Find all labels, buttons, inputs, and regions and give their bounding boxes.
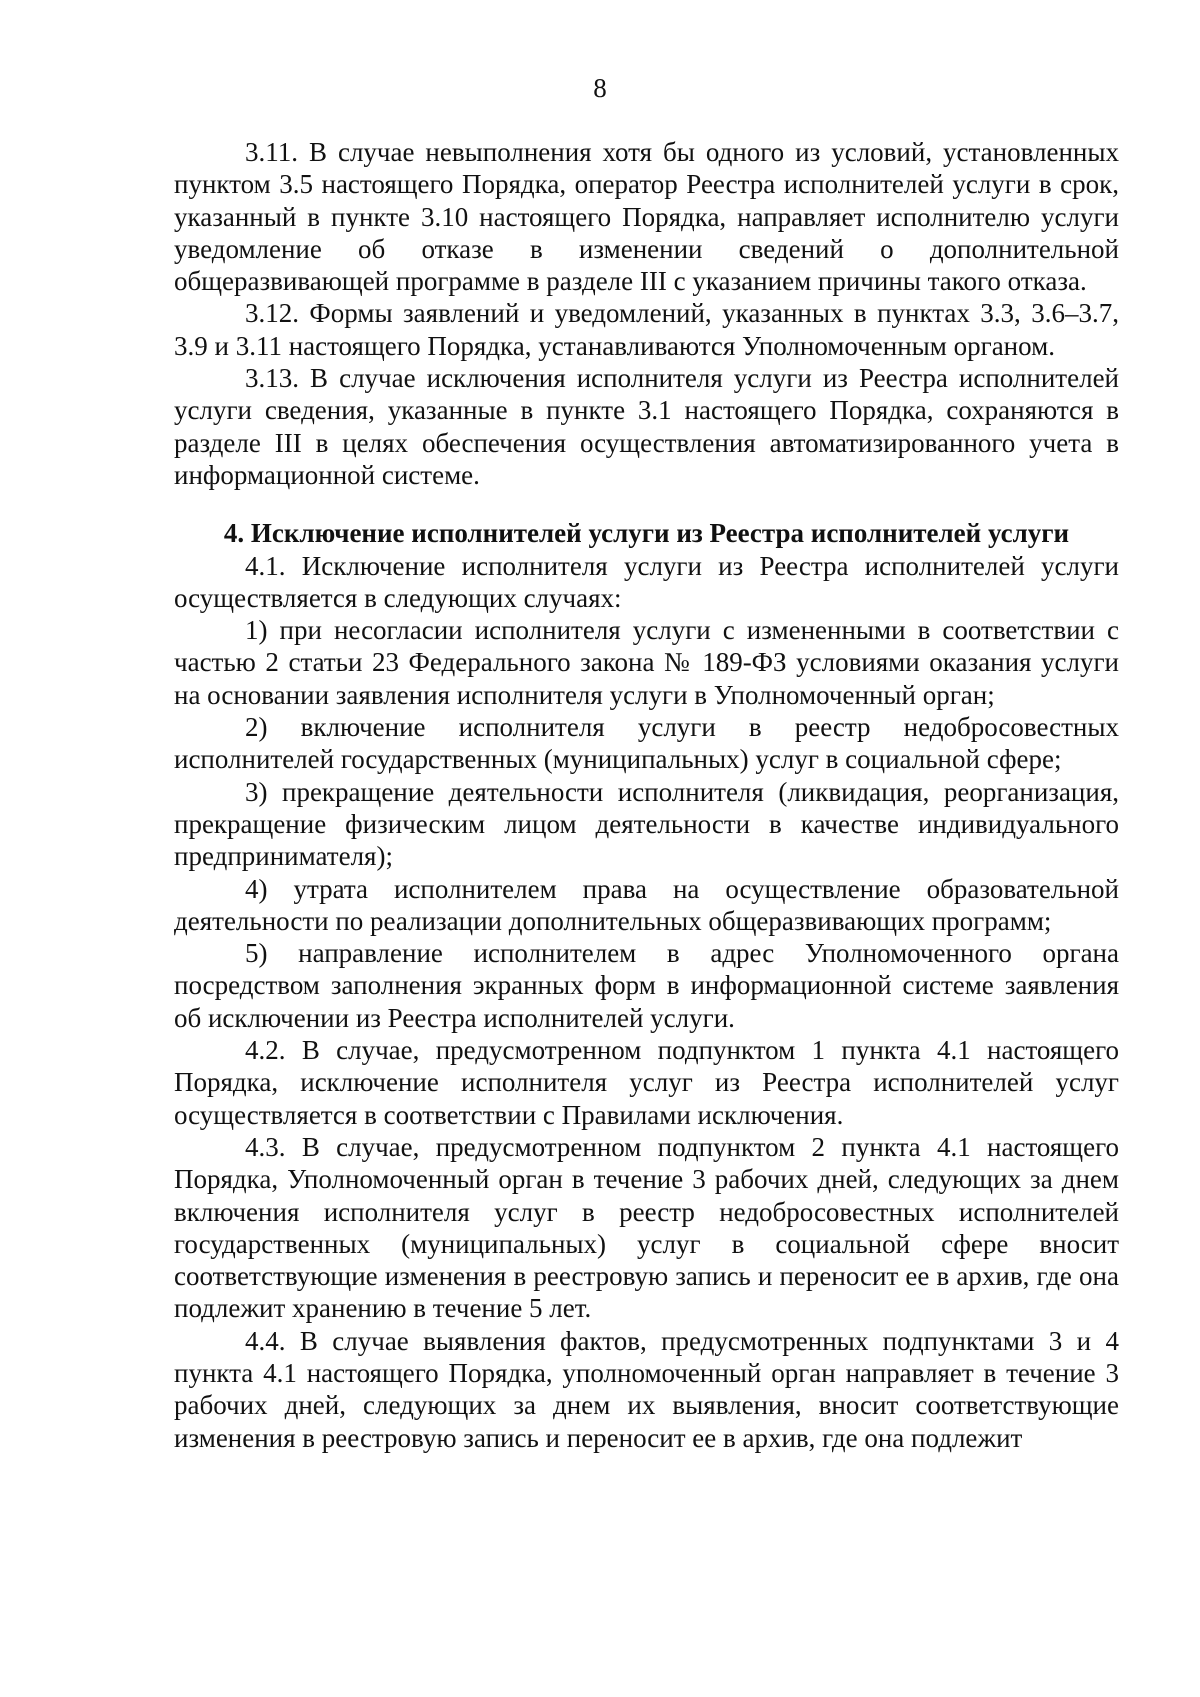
paragraph-3-12: 3.12. Формы заявлений и уведомлений, указанных в пунктах 3.3, 3.6–3.7, 3.9 и 3.11 настоящего Порядка, устанавливаются Уполномоченным органом. [174, 298, 1119, 361]
paragraph-3-13: 3.13. В случае исключения исполнителя услуги из Реестра исполнителей услуги сведения, указанные в пункте 3.1 настоящего Порядка, сохраняются в разделе III в целях обеспечения осуществления автоматизированного учета в информационной системе. [174, 363, 1119, 490]
document-body [174, 136, 1119, 1454]
list-item-5: 5) направление исполнителем в адрес Уполномоченного органа посредством заполнения экранных форм в информационной системе заявления об исключении из Реестра исполнителей услуги. [174, 938, 1119, 1033]
list-item-3: 3) прекращение деятельности исполнителя (ликвидация, реорганизация, прекращение физическим лицом деятельности в качестве индивидуального предпринимателя); [174, 776, 1119, 872]
paragraph-4-2: 4.2. В случае, предусмотренном подпунктом 1 пункта 4.1 настоящего Порядка, исключение исполнителя услуг из Реестра исполнителей услуг осуществляется в соответствии с Правилами исключения. [174, 1035, 1119, 1130]
list-item-1: 1) при несогласии исполнителя услуги с измененными в соответствии с частью 2 статьи 23 Федерального закона № 189-ФЗ условиями оказания услуги на основании заявления исполнителя услуги в Уполномоченный орган; [174, 615, 1119, 710]
paragraph-3-11: 3.11. В случае невыполнения хотя бы одного из условий, установленных пунктом 3.5 настоящего Порядка, оператор Реестра исполнителей услуги в срок, указанный в пункте 3.10 настоящего Порядка, направляет исполнителю услуги уведомление об отказе в изменении сведений о дополнительной общеразвивающей программе в разделе III с указанием причины такого отказа. [174, 137, 1119, 297]
page-number: 8 [593, 73, 607, 103]
list-item-4: 4) утрата исполнителем права на осуществление образовательной деятельности по реализации дополнительных общеразвивающих программ; [174, 873, 1119, 936]
paragraph-4-4: 4.4. В случае выявления фактов, предусмотренных подпунктами 3 и 4 пункта 4.1 настоящего Порядка, уполномоченный орган направляет в течение 3 рабочих дней, следующих за днем их выявления, вносит соответствующие изменения в реестровую запись и переносит ее в архив, где она подлежит [174, 1325, 1119, 1453]
paragraph-4-1: 4.1. Исключение исполнителя услуги из Реестра исполнителей услуги осуществляется в следующих случаях: [174, 550, 1119, 613]
paragraph-4-3: 4.3. В случае, предусмотренном подпунктом 2 пункта 4.1 настоящего Порядка, Уполномоченный орган в течение 3 рабочих дней, следующих за днем включения исполнителя услуг в реестр недобросовестных исполнителей государственных (муниципальных) услуг в социальной сфере вносит соответствующие изменения в реестровую запись и переносит ее в архив, где она подлежит хранению в течение 5 лет. [174, 1131, 1119, 1324]
list-item-2: 2) включение исполнителя услуги в реестр недобросовестных исполнителей государственных (муниципальных) услуг в социальной сфере; [174, 712, 1119, 775]
section-4-heading: 4. Исключение исполнителей услуги из Реестра исполнителей услуги [223, 518, 1070, 549]
